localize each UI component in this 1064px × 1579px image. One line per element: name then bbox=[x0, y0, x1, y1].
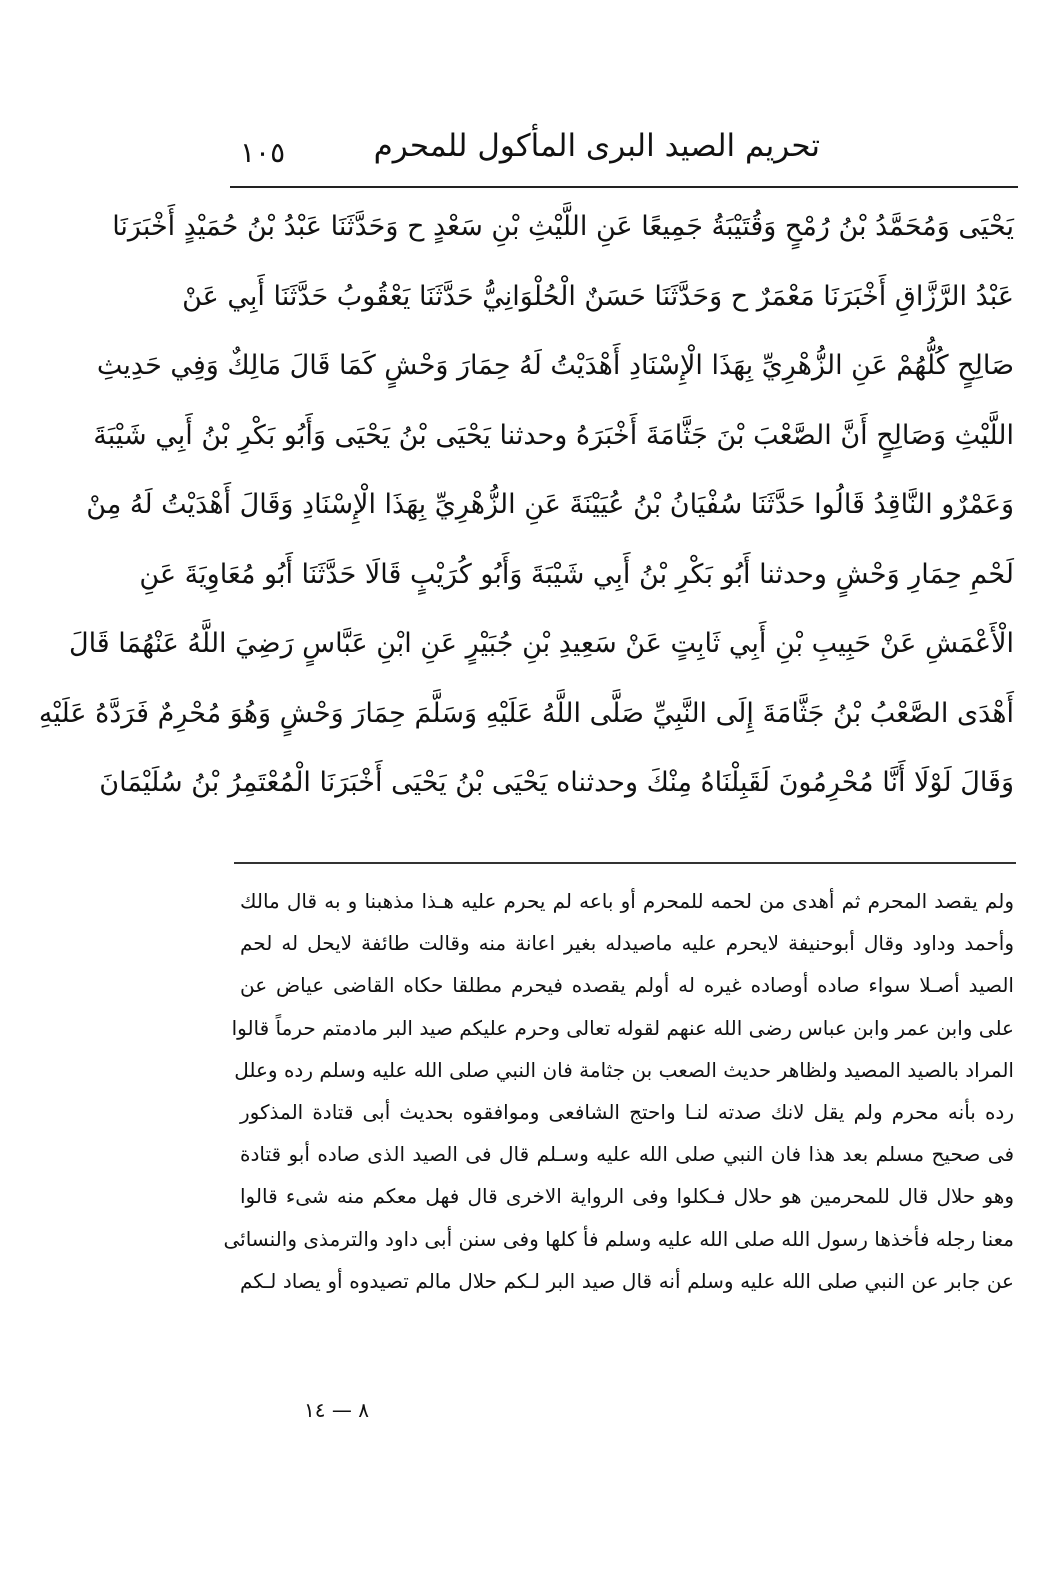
hadith-line: اللَّيْثِ وَصَالِحٍ أَنَّ الصَّعْبَ بْنَ جَثَّامَةَ أَخْبَرَهُ وحدثنا يَحْيَى بْنُ يَحْيَى وَأَبُو بَكْرِ بْنُ أَبِي شَيْبَةَ bbox=[93, 419, 1014, 451]
commentary-line: معنا رجله فأخذها رسول الله صلى الله عليه وسلم فأ كلها وفى سنن أبى داود والترمذى والنسائى bbox=[223, 1226, 1014, 1251]
hadith-line: لَحْمِ حِمَارِ وَحْشٍ وحدثنا أَبُو بَكْرِ بْنُ أَبِي شَيْبَةَ وَأَبُو كُرَيْبٍ قَالَا حَدَّثَنَا أَبُو مُعَاوِيَةَ عَنِ bbox=[139, 558, 1014, 590]
commentary-divider bbox=[234, 862, 1016, 864]
hadith-line: وَعَمْرٌو النَّاقِدُ قَالُوا حَدَّثَنَا سُفْيَانُ بْنُ عُيَيْنَةَ عَنِ الزُّهْرِيِّ بِهَذَا الْإِسْنَادِ وَقَالَ أَهْدَيْتُ لَهُ مِنْ bbox=[86, 489, 1014, 520]
commentary-text-block bbox=[223, 880, 1014, 1302]
commentary-line: الصيد أصـلا سواء صاده أوصاده غيره له أولم يقصده فيحرم مطلقا حكاه القاضى عياض عن bbox=[240, 973, 1014, 998]
hadith-line: وَقَالَ لَوْلَا أَنَّا مُحْرِمُونَ لَقَبِلْنَاهُ مِنْكَ وحدثناه يَحْيَى بْنُ يَحْيَى أَخْبَرَنَا الْمُعْتَمِرُ بْنُ سُلَيْمَانَ bbox=[99, 767, 1014, 798]
commentary-line: وهو حلال قال للمحرمين هو حلال فـكلوا وفى الرواية الاخرى قال فهل معكم منه شىء قالوا bbox=[240, 1184, 1014, 1209]
commentary-line: وأحمد وداود وقال أبوحنيفة لايحرم عليه ماصيدله بغير اعانة منه وقالت طائفة لايحل له لحم bbox=[240, 931, 1014, 956]
page-header bbox=[240, 128, 820, 176]
commentary-line: عن جابر عن النبي صلى الله عليه وسلم أنه قال صيد البر لـكم حلال مالم تصيدوه أو يصاد لـكم bbox=[240, 1268, 1014, 1293]
header-rule bbox=[230, 186, 1018, 188]
page-number: ١٠٥ bbox=[240, 136, 286, 169]
hadith-line: يَحْيَى وَمُحَمَّدُ بْنُ رُمْحٍ وَقُتَيْبَةُ جَمِيعًا عَنِ اللَّيْثِ بْنِ سَعْدٍ ح وَحَدَّثَنَا عَبْدُ بْنُ حُمَيْدٍ أَخْبَرَنَا bbox=[112, 211, 1014, 242]
commentary-line: ولم يقصد المحرم ثم أهدى من لحمه للمحرم أو باعه لم يحرم عليه هـذا مذهبنا و به قال مالك bbox=[240, 889, 1014, 913]
hadith-line: عَبْدُ الرَّزَّاقِ أَخْبَرَنَا مَعْمَرٌ ح وَحَدَّثَنَا حَسَنٌ الْحُلْوَانِيُّ حَدَّثَنَا يَعْقُوبُ حَدَّثَنَا أَبِي عَنْ bbox=[182, 280, 1014, 312]
hadith-line: أَهْدَى الصَّعْبُ بْنُ جَثَّامَةَ إِلَى النَّبِيِّ صَلَّى اللَّهُ عَلَيْهِ وَسَلَّمَ حِمَارَ وَحْشٍ وَهُوَ مُحْرِمٌ فَرَدَّهُ عَلَيْهِ bbox=[38, 697, 1014, 729]
commentary-line: المراد بالصيد المصيد ولظاهر حديث الصعب بن جثامة فان النبي صلى الله عليه وسلم رده وعلل bbox=[234, 1057, 1014, 1082]
running-title: تحريم الصيد البرى المأكول للمحرم bbox=[373, 128, 820, 164]
hadith-line: صَالِحٍ كُلُّهُمْ عَنِ الزُّهْرِيِّ بِهَذَا الْإِسْنَادِ أَهْدَيْتُ لَهُ حِمَارَ وَحْشٍ كَمَا قَالَ مَالِكٌ وَفِي حَدِيثِ bbox=[96, 350, 1014, 381]
hadith-line: الْأَعْمَشِ عَنْ حَبِيبِ بْنِ أَبِي ثَابِتٍ عَنْ سَعِيدِ بْنِ جُبَيْرٍ عَنِ ابْنِ عَبَّاسٍ رَضِيَ اللَّهُ عَنْهُمَا قَالَ bbox=[68, 628, 1014, 659]
hadith-text-block bbox=[38, 192, 1014, 818]
commentary-line: فى صحيح مسلم بعد هذا فان النبي صلى الله عليه وسـلم قال فى الصيد الذى صاده أبو قتادة bbox=[240, 1142, 1014, 1167]
commentary-line: رده بأنه محرم ولم يقل لانك صدته لنـا واحتج الشافعى وموافقوه بحديث أبى قتادة المذكور bbox=[240, 1100, 1014, 1125]
printer-signature-mark: ٨ — ١٤ bbox=[304, 1398, 369, 1422]
commentary-line: على وابن عمر وابن عباس رضى الله عنهم لقوله تعالى وحرم عليكم صيد البر مادمتم حرماً قالوا bbox=[231, 1015, 1014, 1040]
